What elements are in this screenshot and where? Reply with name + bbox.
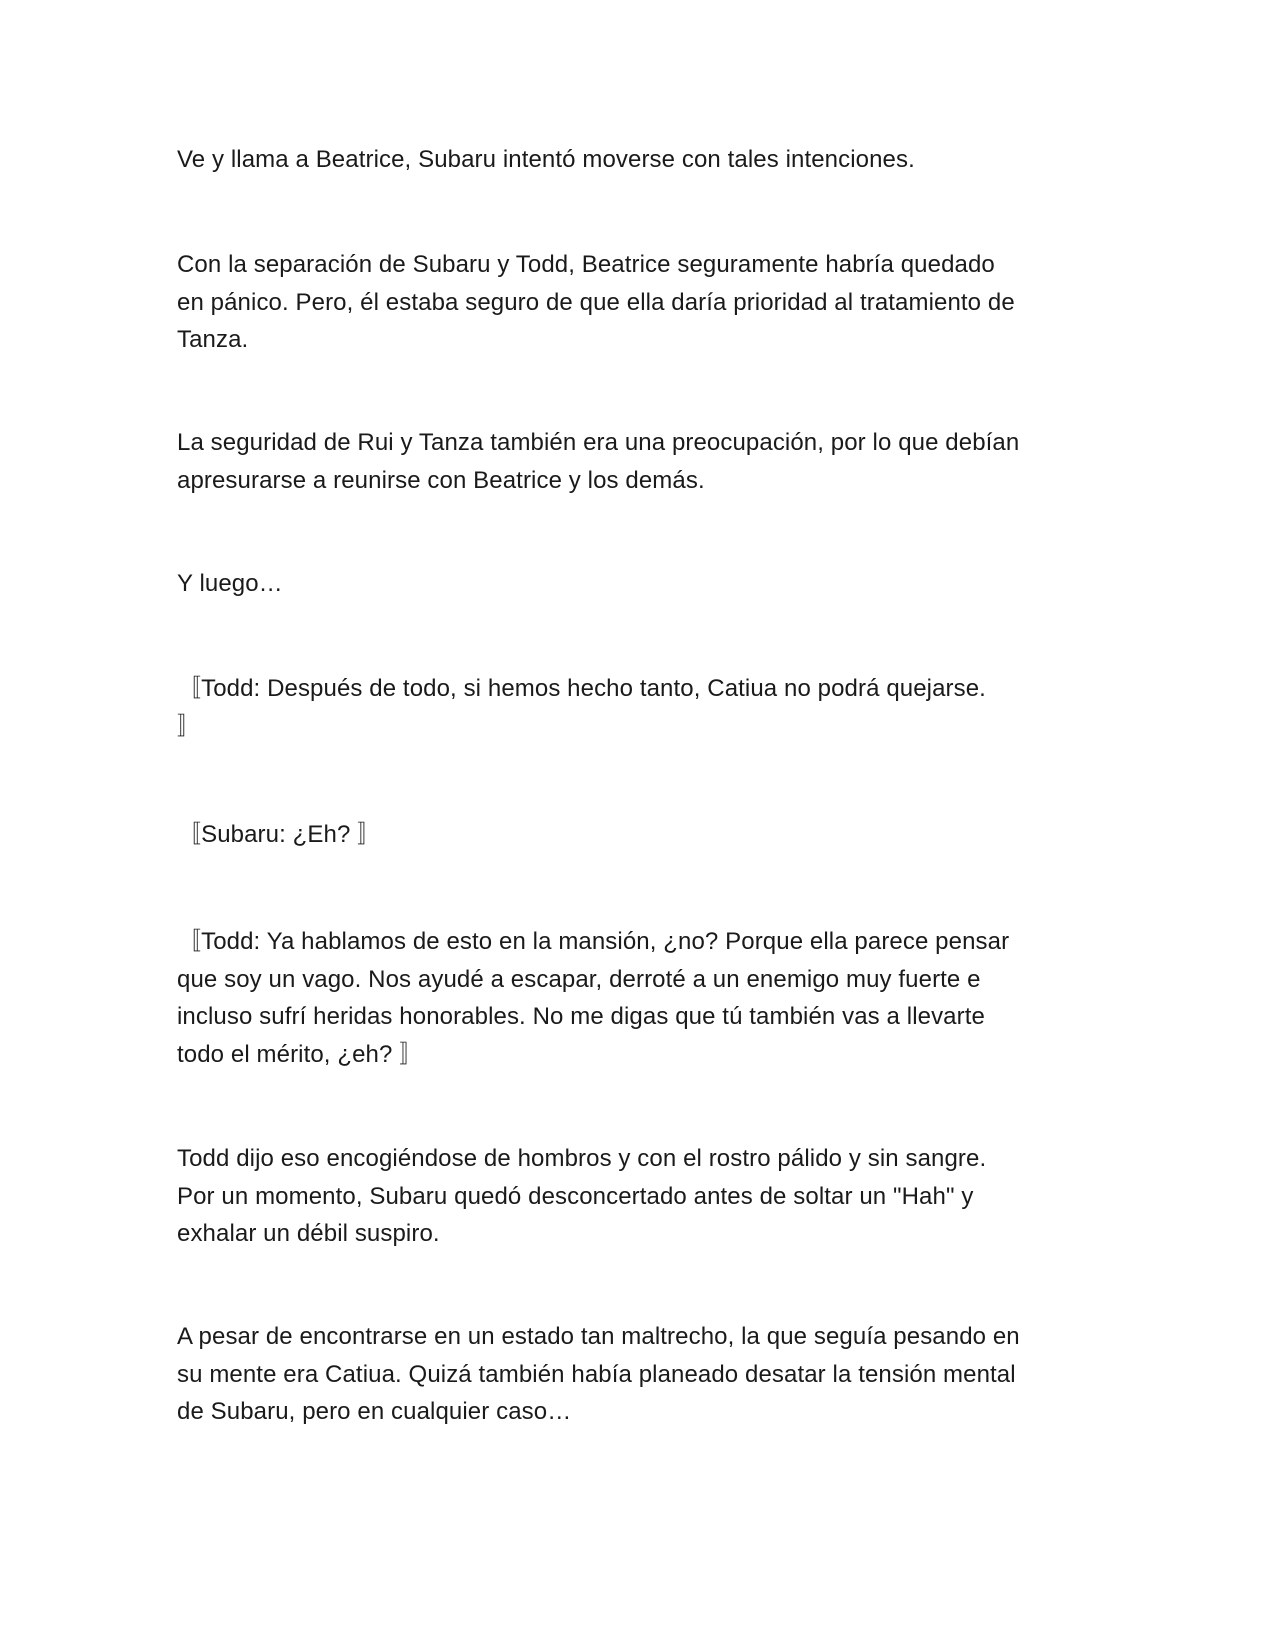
dialogue-todd-1 bbox=[177, 670, 1107, 745]
paragraph-2 bbox=[177, 246, 1107, 359]
paragraph-1 bbox=[177, 141, 1107, 179]
paragraph-4 bbox=[177, 565, 1107, 603]
text-line: en pánico. Pero, él estaba seguro de que ella daría prioridad al tratamiento de bbox=[177, 288, 1015, 316]
dialogue-subaru bbox=[177, 816, 1107, 854]
paragraph-3 bbox=[177, 424, 1107, 499]
text-line: todo el mérito, ¿eh? 〛 bbox=[177, 1040, 424, 1068]
text-line: Por un momento, Subaru quedó desconcertado antes de soltar un "Hah" y bbox=[177, 1182, 974, 1210]
text-line: de Subaru, pero en cualquier caso… bbox=[177, 1398, 572, 1425]
text-line: 〚Subaru: ¿Eh? 〛 bbox=[177, 821, 382, 848]
text-line: Tanza. bbox=[177, 326, 249, 353]
text-line: 〛 bbox=[177, 712, 202, 740]
paragraph-8 bbox=[177, 1140, 1107, 1253]
text-line: Con la separación de Subaru y Todd, Beatrice seguramente habría quedado bbox=[177, 251, 995, 278]
paragraph-9 bbox=[177, 1318, 1107, 1431]
text-line: A pesar de encontrarse en un estado tan maltrecho, la que seguía pesando en bbox=[177, 1323, 1020, 1350]
text-line: Y luego… bbox=[177, 570, 283, 597]
text-line: que soy un vago. Nos ayudé a escapar, derroté a un enemigo muy fuerte e bbox=[177, 965, 981, 993]
text-line: apresurarse a reunirse con Beatrice y los demás. bbox=[177, 466, 705, 494]
text-line: Ve y llama a Beatrice, Subaru intentó moverse con tales intenciones. bbox=[177, 146, 915, 173]
dialogue-todd-2 bbox=[177, 923, 1107, 1073]
text-line: La seguridad de Rui y Tanza también era una preocupación, por lo que debían bbox=[177, 429, 1020, 456]
text-line: 〚Todd: Ya hablamos de esto en la mansión, ¿no? Porque ella parece pensar bbox=[177, 928, 1010, 955]
text-line: incluso sufrí heridas honorables. No me digas que tú también vas a llevarte bbox=[177, 1003, 985, 1030]
text-line: Todd dijo eso encogiéndose de hombros y con el rostro pálido y sin sangre. bbox=[177, 1145, 987, 1172]
text-line: su mente era Catiua. Quizá también había planeado desatar la tensión mental bbox=[177, 1360, 1016, 1388]
text-line: exhalar un débil suspiro. bbox=[177, 1220, 440, 1247]
text-line: 〚Todd: Después de todo, si hemos hecho tanto, Catiua no podrá quejarse. bbox=[177, 675, 986, 702]
